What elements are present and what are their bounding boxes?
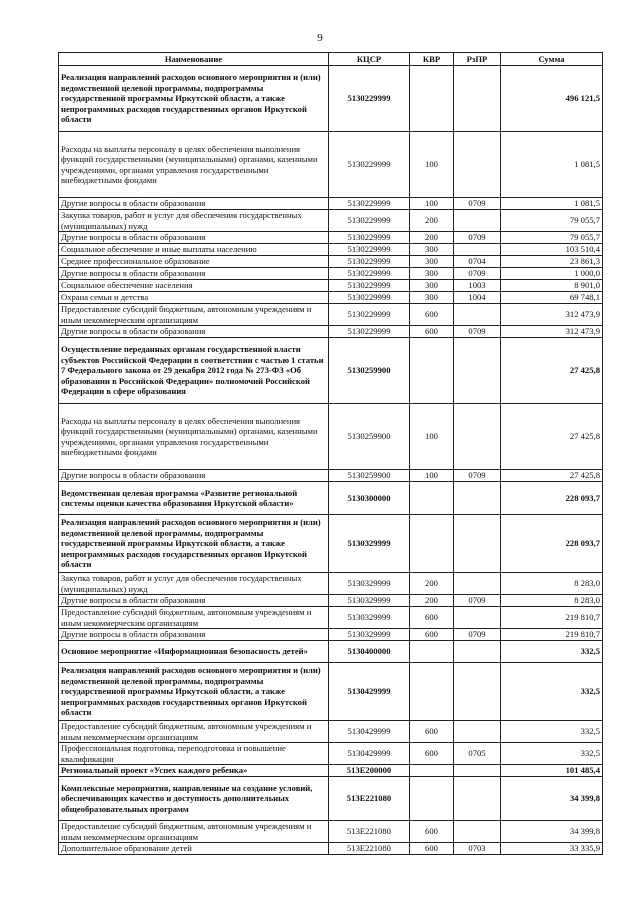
row-kvr-cell: 300 (410, 244, 454, 256)
table-row (59, 404, 603, 470)
row-kvr-cell: 300 (410, 256, 454, 268)
row-name-cell: Расходы на выплаты персоналу в целях обеспечения выполнения функций государственными (муниципальными) органами, казенными учреждениями, органами управления государственными внебюджетными фондами (59, 132, 329, 198)
row-sum-cell: 79 055,7 (501, 210, 603, 232)
row-kcsr-cell: 5130229999 (329, 256, 410, 268)
header-name: Наименование (59, 53, 329, 66)
row-kcsr-cell: 5130400000 (329, 641, 410, 663)
row-rzpr-cell: 0709 (454, 326, 501, 338)
row-rzpr-cell (454, 765, 501, 777)
row-rzpr-cell: 0703 (454, 843, 501, 855)
row-name-cell: Предоставление субсидий бюджетным, автономным учреждениям и иным некоммерческим организациям (59, 304, 329, 326)
table-row (59, 232, 603, 244)
row-name-cell: Комплексные мероприятия, направленные на создание условий, обеспечивающих качество и доступность дополнительных общеобразовательных программ (59, 777, 329, 821)
row-rzpr-cell (454, 573, 501, 595)
row-sum-cell: 312 473,9 (501, 326, 603, 338)
row-name-cell: Социальное обеспечение населения (59, 280, 329, 292)
row-sum-cell: 101 485,4 (501, 765, 603, 777)
row-sum-cell: 33 335,9 (501, 843, 603, 855)
row-sum-cell: 228 093,7 (501, 515, 603, 573)
row-name-cell: Осуществление переданных органам государственной власти субъектов Российской Федерации в соответствии с частью 1 статьи 7 Федерального закона от 29 декабря 2012 года № 273-ФЗ «Об образовании в Российской Федерации» полномочий Российской Федерации в сфере образования (59, 338, 329, 404)
row-rzpr-cell (454, 641, 501, 663)
row-kcsr-cell: 5130229999 (329, 244, 410, 256)
row-name-cell: Реализация направлений расходов основного мероприятия и (или) ведомственной целевой программы, подпрограммы государственной программы Иркутской области, а также непрограммных расходов государственных органов Иркутской области (59, 515, 329, 573)
row-sum-cell: 27 425,8 (501, 338, 603, 404)
row-kvr-cell: 300 (410, 268, 454, 280)
row-name-cell: Охрана семьи и детства (59, 292, 329, 304)
row-kcsr-cell: 5130229999 (329, 198, 410, 210)
row-sum-cell: 312 473,9 (501, 304, 603, 326)
row-kvr-cell: 100 (410, 198, 454, 210)
row-name-cell: Среднее профессиональное образование (59, 256, 329, 268)
row-name-cell: Закупка товаров, работ и услуг для обеспечения государственных (муниципальных) нужд (59, 210, 329, 232)
row-name-cell: Ведомственная целевая программа «Развитие региональной системы оценки качества образования Иркутской области» (59, 482, 329, 515)
table-row (59, 132, 603, 198)
table-row (59, 268, 603, 280)
row-sum-cell: 79 055,7 (501, 232, 603, 244)
row-name-cell: Профессиональная подготовка, переподготовка и повышение квалификации (59, 743, 329, 765)
row-name-cell: Другие вопросы в области образования (59, 629, 329, 641)
row-name-cell: Предоставление субсидий бюджетным, автономным учреждениям и иным некоммерческим организациям (59, 721, 329, 743)
row-sum-cell: 332,5 (501, 663, 603, 721)
row-kcsr-cell: 5130229999 (329, 326, 410, 338)
row-name-cell: Основное мероприятие «Информационная безопасность детей» (59, 641, 329, 663)
row-rzpr-cell (454, 821, 501, 843)
row-kcsr-cell: 5130329999 (329, 515, 410, 573)
row-kvr-cell (410, 482, 454, 515)
table-header-row (59, 53, 603, 66)
row-sum-cell: 228 093,7 (501, 482, 603, 515)
row-kvr-cell: 200 (410, 595, 454, 607)
row-kvr-cell: 200 (410, 573, 454, 595)
row-kvr-cell: 600 (410, 326, 454, 338)
row-name-cell: Социальное обеспечение и иные выплаты населению (59, 244, 329, 256)
row-name-cell: Закупка товаров, работ и услуг для обеспечения государственных (муниципальных) нужд (59, 573, 329, 595)
row-kcsr-cell: 513E221080 (329, 777, 410, 821)
row-kcsr-cell: 5130229999 (329, 304, 410, 326)
row-rzpr-cell (454, 244, 501, 256)
row-kcsr-cell: 5130229999 (329, 268, 410, 280)
row-kvr-cell (410, 641, 454, 663)
row-sum-cell: 27 425,8 (501, 404, 603, 470)
table-row (59, 256, 603, 268)
row-rzpr-cell: 1004 (454, 292, 501, 304)
row-sum-cell: 8 283,0 (501, 573, 603, 595)
row-sum-cell: 1 081,5 (501, 198, 603, 210)
row-name-cell: Другие вопросы в области образования (59, 595, 329, 607)
row-sum-cell: 69 748,1 (501, 292, 603, 304)
table-row (59, 721, 603, 743)
row-rzpr-cell (454, 515, 501, 573)
row-rzpr-cell (454, 777, 501, 821)
row-kvr-cell (410, 663, 454, 721)
table-row (59, 198, 603, 210)
row-kvr-cell: 600 (410, 843, 454, 855)
row-kvr-cell (410, 338, 454, 404)
row-sum-cell: 23 861,3 (501, 256, 603, 268)
row-rzpr-cell (454, 66, 501, 132)
table-row (59, 743, 603, 765)
table-row (59, 573, 603, 595)
row-sum-cell: 1 000,0 (501, 268, 603, 280)
row-kvr-cell: 600 (410, 743, 454, 765)
row-sum-cell: 8 901,0 (501, 280, 603, 292)
table-row (59, 210, 603, 232)
row-kcsr-cell: 513E200000 (329, 765, 410, 777)
header-kvr: КВР (410, 53, 454, 66)
row-rzpr-cell: 0709 (454, 198, 501, 210)
row-rzpr-cell (454, 210, 501, 232)
header-kcsr: КЦСР (329, 53, 410, 66)
table-row (59, 777, 603, 821)
row-rzpr-cell (454, 404, 501, 470)
table-row (59, 244, 603, 256)
row-kvr-cell: 200 (410, 232, 454, 244)
row-sum-cell: 332,5 (501, 641, 603, 663)
table-row (59, 843, 603, 855)
row-kcsr-cell: 513E221080 (329, 843, 410, 855)
row-name-cell: Предоставление субсидий бюджетным, автономным учреждениям и иным некоммерческим организациям (59, 821, 329, 843)
row-sum-cell: 1 081,5 (501, 132, 603, 198)
row-kcsr-cell: 5130429999 (329, 721, 410, 743)
row-sum-cell: 332,5 (501, 743, 603, 765)
table-row (59, 515, 603, 573)
table-row (59, 641, 603, 663)
row-name-cell: Другие вопросы в области образования (59, 326, 329, 338)
row-kvr-cell (410, 66, 454, 132)
row-kcsr-cell: 5130329999 (329, 629, 410, 641)
table-row (59, 470, 603, 482)
row-rzpr-cell (454, 721, 501, 743)
row-kcsr-cell: 5130329999 (329, 573, 410, 595)
row-rzpr-cell: 0704 (454, 256, 501, 268)
row-kvr-cell (410, 515, 454, 573)
row-kcsr-cell: 5130229999 (329, 132, 410, 198)
row-name-cell: Реализация направлений расходов основного мероприятия и (или) ведомственной целевой программы, подпрограммы государственной программы Иркутской области, а также непрограммных расходов государственных органов Иркутской области (59, 66, 329, 132)
row-name-cell: Другие вопросы в области образования (59, 232, 329, 244)
row-kcsr-cell: 5130229999 (329, 292, 410, 304)
table-row (59, 292, 603, 304)
table-row (59, 821, 603, 843)
header-rzpr: РзПР (454, 53, 501, 66)
row-rzpr-cell (454, 663, 501, 721)
row-rzpr-cell (454, 338, 501, 404)
row-rzpr-cell: 0709 (454, 268, 501, 280)
row-kcsr-cell: 5130259900 (329, 470, 410, 482)
row-name-cell: Предоставление субсидий бюджетным, автономным учреждениям и иным некоммерческим организациям (59, 607, 329, 629)
row-kcsr-cell: 5130259900 (329, 404, 410, 470)
row-kvr-cell: 300 (410, 292, 454, 304)
row-rzpr-cell: 0709 (454, 595, 501, 607)
table-row (59, 280, 603, 292)
row-kcsr-cell: 5130429999 (329, 663, 410, 721)
row-kvr-cell (410, 765, 454, 777)
row-rzpr-cell: 0709 (454, 470, 501, 482)
row-rzpr-cell (454, 132, 501, 198)
row-kvr-cell: 600 (410, 304, 454, 326)
table-row (59, 765, 603, 777)
row-sum-cell: 219 810,7 (501, 629, 603, 641)
table-row (59, 629, 603, 641)
row-sum-cell: 496 121,5 (501, 66, 603, 132)
row-rzpr-cell: 0705 (454, 743, 501, 765)
table-row (59, 595, 603, 607)
row-sum-cell: 219 810,7 (501, 607, 603, 629)
row-sum-cell: 8 283,0 (501, 595, 603, 607)
row-name-cell: Региональный проект «Успех каждого ребенка» (59, 765, 329, 777)
row-kcsr-cell: 5130229999 (329, 210, 410, 232)
row-kcsr-cell: 5130229999 (329, 232, 410, 244)
row-rzpr-cell (454, 304, 501, 326)
row-rzpr-cell (454, 607, 501, 629)
row-kvr-cell: 300 (410, 280, 454, 292)
row-kcsr-cell: 5130229999 (329, 280, 410, 292)
row-kvr-cell: 600 (410, 821, 454, 843)
row-name-cell: Дополнительное образование детей (59, 843, 329, 855)
table-row (59, 338, 603, 404)
row-kvr-cell: 100 (410, 470, 454, 482)
table-row (59, 607, 603, 629)
table-row (59, 326, 603, 338)
table-row (59, 66, 603, 132)
row-sum-cell: 103 510,4 (501, 244, 603, 256)
row-rzpr-cell (454, 482, 501, 515)
row-rzpr-cell: 0709 (454, 629, 501, 641)
row-kcsr-cell: 513E221080 (329, 821, 410, 843)
row-name-cell: Другие вопросы в области образования (59, 470, 329, 482)
row-sum-cell: 332,5 (501, 721, 603, 743)
row-kvr-cell: 100 (410, 132, 454, 198)
row-kcsr-cell: 5130329999 (329, 607, 410, 629)
row-kcsr-cell: 5130259900 (329, 338, 410, 404)
row-name-cell: Реализация направлений расходов основного мероприятия и (или) ведомственной целевой программы, подпрограммы государственной программы Иркутской области, а также непрограммных расходов государственных органов Иркутской области (59, 663, 329, 721)
row-rzpr-cell: 1003 (454, 280, 501, 292)
row-kvr-cell: 600 (410, 721, 454, 743)
row-name-cell: Расходы на выплаты персоналу в целях обеспечения выполнения функций государственными (муниципальными) органами, казенными учреждениями, органами управления государственными внебюджетными фондами (59, 404, 329, 470)
row-kvr-cell: 600 (410, 629, 454, 641)
page-number: 9 (317, 32, 323, 44)
row-sum-cell: 34 399,8 (501, 821, 603, 843)
row-kcsr-cell: 5130429999 (329, 743, 410, 765)
row-kvr-cell: 100 (410, 404, 454, 470)
row-sum-cell: 34 399,8 (501, 777, 603, 821)
row-name-cell: Другие вопросы в области образования (59, 268, 329, 280)
row-rzpr-cell: 0709 (454, 232, 501, 244)
row-kcsr-cell: 5130229999 (329, 66, 410, 132)
row-kcsr-cell: 5130329999 (329, 595, 410, 607)
budget-table (58, 52, 603, 855)
table-row (59, 482, 603, 515)
header-sum: Сумма (501, 53, 603, 66)
table-row (59, 663, 603, 721)
table-row (59, 304, 603, 326)
row-kvr-cell (410, 777, 454, 821)
row-name-cell: Другие вопросы в области образования (59, 198, 329, 210)
row-kcsr-cell: 5130300000 (329, 482, 410, 515)
row-kvr-cell: 200 (410, 210, 454, 232)
row-sum-cell: 27 425,8 (501, 470, 603, 482)
row-kvr-cell: 600 (410, 607, 454, 629)
